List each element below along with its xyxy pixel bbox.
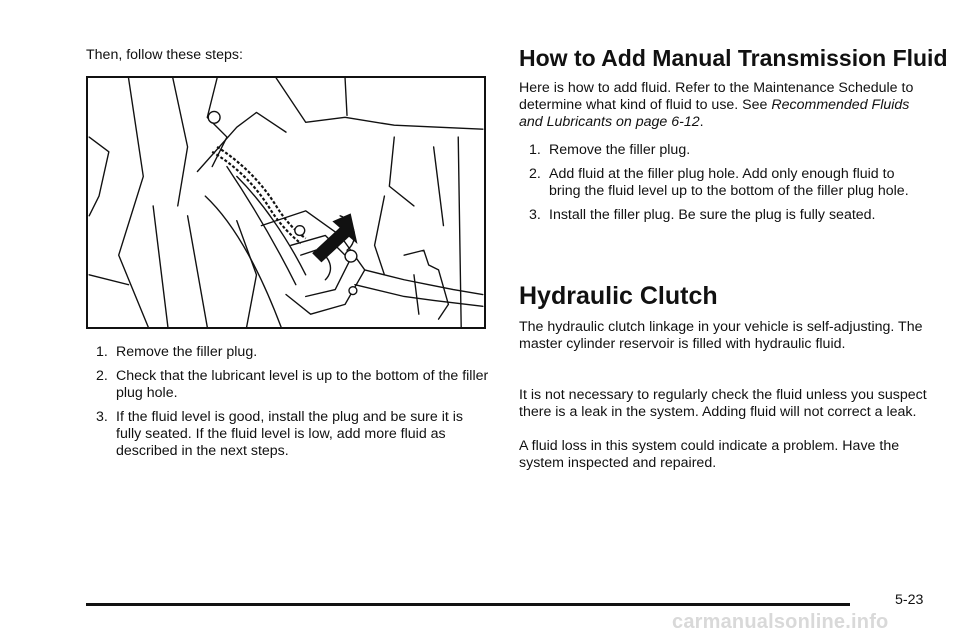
list-item: 1. Remove the filler plug. [96,344,258,360]
filler-plug-figure [86,76,486,329]
recommended-fluids-reference: Recommended Fluids and Lubricants on page 6-12 [519,96,910,130]
clutch-paragraph-3: A fluid loss in this system could indicate a problem. Have the system inspected and repaired. [519,438,900,471]
transmission-intro-paragraph: Here is how to add fluid. Refer to the Maintenance Schedule to determine what kind of fluid to use. See Recommended Fluids and Lubricants on page 6-12. [519,80,914,130]
watermark: carmanualsonline.info [672,611,889,633]
heading-hydraulic-clutch: Hydraulic Clutch [519,282,718,310]
footer-rule [86,603,850,606]
clutch-paragraph-1: The hydraulic clutch linkage in your vehicle is self-adjusting. The master cylinder reservoir is filled with hydraulic fluid. [519,319,923,352]
list-item: 2. Add fluid at the filler plug hole. Add only enough fluid to bring the fluid level up to the bottom of the filler plug hole. [529,166,909,199]
heading-manual-transmission-fluid: How to Add Manual Transmission Fluid [519,45,948,71]
intro-text: Then, follow these steps: [86,47,243,63]
list-item: 1. Remove the filler plug. [529,142,691,158]
clutch-paragraph-2: It is not necessary to regularly check the fluid unless you suspect there is a leak in the system. Adding fluid will not correct a leak. [519,387,927,420]
left-steps-list [96,344,490,467]
list-item: 3. If the fluid level is good, install the plug and be sure it is fully seated. If the fluid level is low, add more fluid as described in the next steps. [96,408,464,459]
list-item: 2. Check that the lubricant level is up to the bottom of the filler plug hole. [96,368,489,401]
page-number: 5-23 [895,592,924,608]
list-item: 3. Install the filler plug. Be sure the plug is fully seated. [529,206,876,223]
transmission-filler-plug-illustration [88,78,484,327]
right-steps-list [529,142,929,231]
